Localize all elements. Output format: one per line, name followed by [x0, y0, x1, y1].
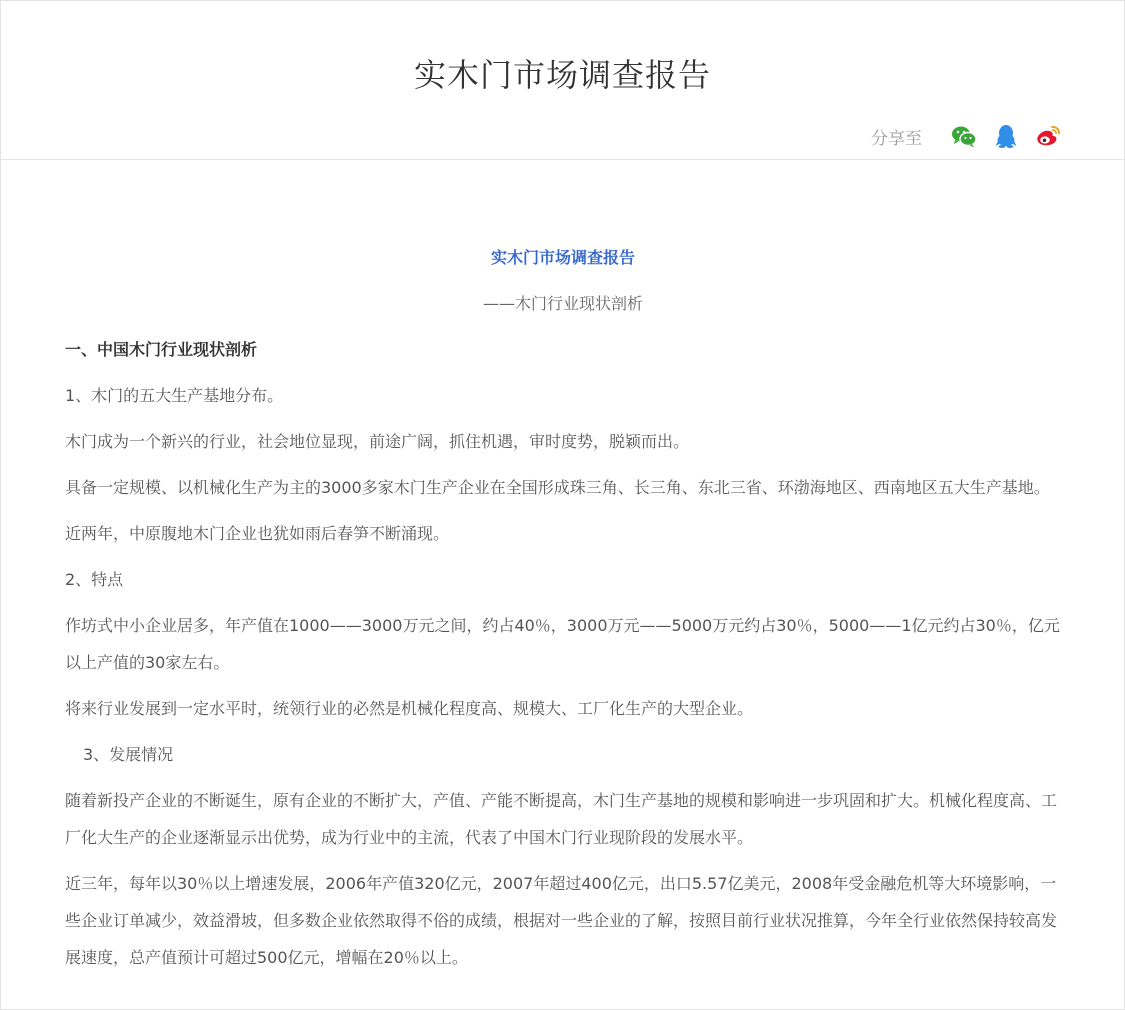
paragraph: 随着新投产企业的不断诞生，原有企业的不断扩大，产值、产能不断提高，木门生产基地的规模和影响进一步巩固和扩大。机械化程度高、工厂化大生产的企业逐渐显示出优势，成为行业中的主流，代表了中国木门行业现阶段的发展水平。	[65, 791, 1058, 847]
paragraph: 近两年，中原腹地木门企业也犹如雨后春笋不断涌现。	[65, 524, 450, 543]
qq-icon[interactable]	[992, 122, 1020, 150]
article-subtitle: ——木门行业现状剖析	[482, 294, 643, 313]
share-label: 分享至	[871, 128, 922, 149]
wechat-icon[interactable]	[950, 122, 978, 150]
section-heading: 一、中国木门行业现状剖析	[65, 340, 258, 359]
article-title: 实木门市场调查报告	[490, 248, 635, 267]
paragraph: 木门成为一个新兴的行业，社会地位显现，前途广阔，抓住机遇，审时度势，脱颖而出。	[65, 432, 690, 451]
paragraph: 1、木门的五大生产基地分布。	[65, 386, 284, 405]
page-title: 实木门市场调查报告	[413, 56, 711, 94]
paragraph: 具备一定规模、以机械化生产为主的3000多家木门生产企业在全国形成珠三角、长三角、东北三省、环渤海地区、西南地区五大生产基地。	[65, 478, 1050, 497]
paragraph: 3、发展情况	[83, 745, 174, 764]
header	[1, 1, 1124, 160]
article-body	[65, 239, 1061, 985]
paragraph: 将来行业发展到一定水平时，统领行业的必然是机械化程度高、规模大、工厂化生产的大型企业。	[65, 699, 754, 718]
paragraph: 近三年，每年以30％以上增速发展，2006年产值320亿元，2007年超过400亿元，出口5.57亿美元，2008年受金融危机等大环境影响，一些企业订单减少，效益滑坡，但多数企业依然取得不俗的成绩，根据对一些企业的了解，按照目前行业状况推算，今年全行业依然保持较高发展速度，总产值预计可超过500亿元，增幅在20％以上。	[65, 874, 1058, 967]
paragraph: 作坊式中小企业居多，年产值在1000——3000万元之间，约占40％，3000万元——5000万元约占30％，5000——1亿元约占30％，亿元以上产值的30家左右。	[65, 616, 1060, 672]
weibo-icon[interactable]	[1034, 122, 1062, 150]
paragraph: 2、特点	[65, 570, 124, 589]
share-bar	[871, 121, 1062, 151]
